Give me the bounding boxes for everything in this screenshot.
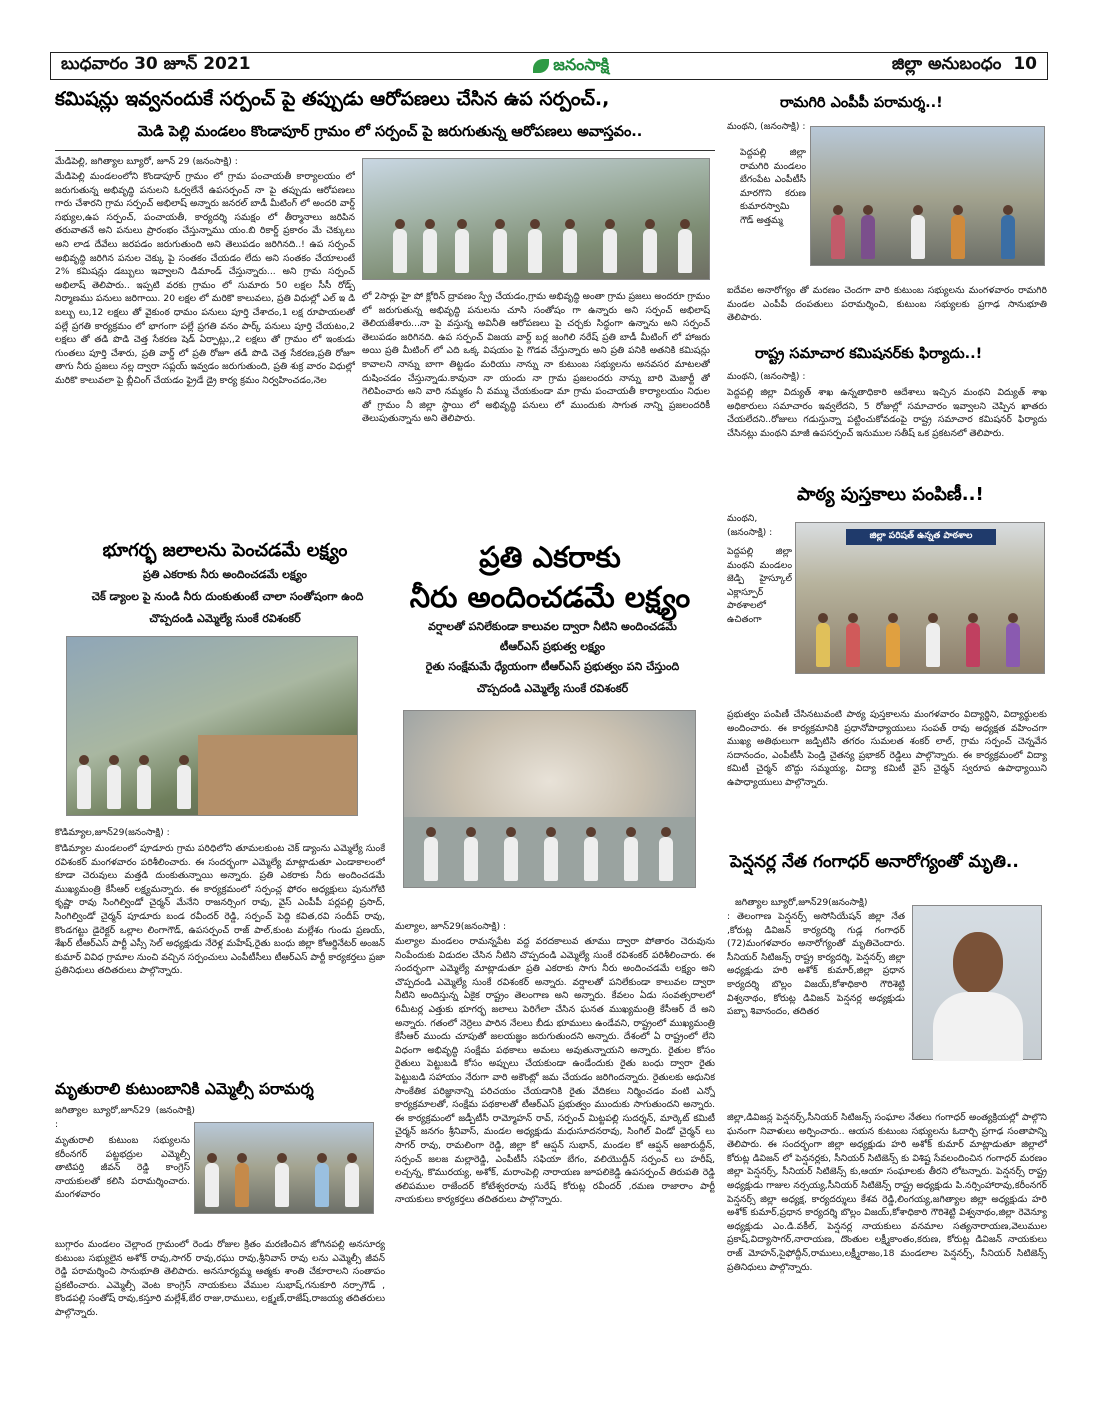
rashtra-dateline: మంథని, (జనంసాక్షి) : — [727, 371, 806, 382]
prati-sub4: చొప్పదండి ఎమ్మెల్యే సుంకే రవిశంకర్ — [476, 682, 629, 695]
bhugarbha-sub2: చెక్ డ్యాంల పై నుండి నీరు దుంకుతుంటే చాలా సంతోషంగా ఉంది — [91, 590, 364, 603]
pathya-body: ప్రభుత్వం పంపిణీ చేసినటువంటి పాఠ్య పుస్తకాలను మంగళవారం విద్యార్థిని, విద్యార్థులకు అందించారు. ఈ కార్యక్రమానికి ప్రధానోపాధ్యాయులు సంపత్ రావు అధ్యక్షత వహించగా ముఖ్య అతిథులుగా జడ్పిటిసి తగరం సుమలత శంకర్ లాల్, గ్రామ సర్పంచ్ చెన్నవేన సదానందం, ఎంపీటీసీ పెండ్రి చైతన్య ప్రభాకర్ రెడ్డిలు పాల్గొన్నారు. ఈ కార్యక్రమంలో విద్యా కమిటీ చైర్మన్ బొద్దు సమ్మయ్య, విద్యా కమిటీ వైస్ చైర్మన్ స్వరూప ఉపాధ్యాయిని ఉపాధ్యాయులు పాల్గొన్నారు. — [727, 709, 1047, 788]
school-sign: జిల్లా పరిషత్ ఉన్నత పాఠశాల — [846, 529, 996, 545]
ramagiri-headline: రామగిరి ఎంపీపీ పరామర్శ..! — [780, 95, 943, 111]
page-header — [50, 52, 1048, 80]
masthead-logo — [533, 55, 609, 78]
bhugarbha-dateline: కొడిమ్యాల,జూన్29(జనంసాక్షి) : — [55, 827, 170, 838]
ramagiri-photo — [810, 126, 1045, 266]
bhugarbha-sub3: చొప్పదండి ఎమ్మెల్యే సుంకే రవిశంకర్ — [149, 612, 301, 625]
bhugarbha-body: కొడిమ్యాల మండలంలో పూడూరు గ్రామ పరిధిలోని తూమలకుంట చెక్ డ్యాంను ఎమ్మెల్యే సుంకే రవిశంకర్ మంగళవారం పరిశీలించారు. ఈ సందర్భంగా ఎమ్మెల్యే మాట్లాడుతూ ఎండాకాలంలో కూడా చెరువులు మత్తడి దుంకుతున్నాయి అన్నారు. ప్రతి ఎకరాకు నీరు అందించడమే ముఖ్యమంత్రి కేసీఆర్ లక్ష్యమన్నారు. ఈ కార్యక్రమంలో సర్పంచ్ల ఫోరం అధ్యక్షులు పునుగోటి కృష్ణా రావు సింగిల్విండో చైర్మన్ మేనేని రాజనర్సింగ రావు, వైస్ ఎంపీపీ పర్లపల్లి ప్రసాద్, సింగిల్విండో చైర్మన్ పూడూరు బండ రవీందర్ రెడ్డి, సర్పంచ్ పెద్ది కవిత,రవి సందీప్ రావు, కొండగట్టు డైరెక్టర్ ఒల్లాల లింగాగౌడ్, ఉపసర్పంచ్ రాజ్ పాల్,కుంట మల్లేశం గుండు ప్రణయ్, శేఖర్ టీఆర్ఎస్ పార్టీ ఎస్సీ సెల్ అధ్యక్షుడు నేరెళ్ల మహేష్,రైతు బంధు జిల్లా కోఆర్డినేటర్ అంజన్ కుమార్ వివిధ గ్రామాల నుంచి వచ్చిన సర్పంచులు ఎంపీటీసీలు టీఆర్ఎస్ పార్టీ కార్యకర్తలు ప్రజా ప్రతినిధులు తదితరులు పాల్గొన్నారు. — [55, 843, 385, 977]
paper-name: జనంసాక్షి — [553, 54, 610, 74]
pathya-photo — [795, 522, 1045, 674]
lead-dateline: మేడిపెల్లి, జగిత్యాల బ్యూరో, జూన్ 29 (జనంసాక్షి) : — [55, 156, 238, 167]
prati-sub3: రైతు సంక్షేమమే ధ్యేయంగా టీఆర్ఎస్ ప్రభుత్వం పని చేస్తుంది — [425, 660, 680, 673]
ramagiri-dateline: మంథని, (జనంసాక్షి) : — [727, 121, 806, 132]
lead-body-col1: మేడిపెల్లి మండలంలోని కొండాపూర్ గ్రామం లో గ్రామ పంచాయతీ కార్యాలయం లో జరుగుతున్న అభివృద్ధి పనులని ఓర్వలేనే ఉపసర్పంచ్ నా పై తప్పుడు ఆరోపణలు గారు చేశారని గ్రామ సర్పంచ్ అభిలాష్ అన్నారు జనరల్ బాడీ మీటింగ్ లో అందరి వార్డ్ సభ్యుల,ఉప సర్పంచ్, పంచాయతీ, కార్యదర్శి సమక్షం లో తీర్మానాలు జరిపిన తరువాతనే అని పనులు ప్రారంభం చేస్తున్నాము యం.బి రికార్డ్ ప్రకారం మే చెక్కులు అని లాడ దేవేలు జరపడం జరుగుతుంది అని తెలుపడం జరిగినది..! ఉప సర్పంచ్ అభివృద్ధి జరిగిన పనుల చెక్కు పై సంతకం చేయడం లేదు అని సంతకం చేయాలంటే 2% కమిషన్లు డబ్బులు ఇవ్వాలని డిమాండ్ చేస్తున్నారు... అని గ్రామ సర్పంచ్ అభిలాష్ తెలిపారు.. ఇప్పటి వరకు గ్రామం లో సుమారు 50 లక్షల సీసీ రోడ్స్ నిర్మాణము పనులు జరిగాయి. 20 లక్షల లో మరికొ కాలువలు, ప్రతి విధుల్లో ఎల్ ఇ డి బల్బు లు,12 లక్షలు తో వైకుంఠ ధామం పనులు పూర్తి చేశాదం,1 లక్ష రూపాయలతో పల్లే ప్రగతి కార్యక్రమం లో భాగంగా పల్లే ప్రగతి వనం పార్క్ పనులు పూర్తి చేయటం,2 లక్షలు తో తడి పొడి చెత్త సేకరణ షెడ్ ఏర్పాట్లు,,2 లక్షలు తో గ్రామం లో ఇంకుడు గుంతలు పూర్తి చేశారు, ప్రతి వార్డ్ లో ప్రతి రోజూ తడీ పొడి చెత్త సేకరణ,ప్రతి రోజూ తాగు నీరు ప్రజలు నల్ల ద్వారా సప్లయ్ ఇవ్వడం జరుగుతుంది, ప్రతి శుక్ర వారం విధుల్లో మరికొ కాలువలా పై బ్లీచింగ్ చేయడం ఫ్రైడే డ్రై కార్య క్రమం నిర్వహించడం,నెల — [55, 171, 355, 386]
lead-headline: కమిషన్లు ఇవ్వనందుకే సర్పంచ్ పై తప్పుడు ఆరోపణలు చేసిన ఉప సర్పంచ్., — [55, 88, 610, 110]
prati-photo — [403, 710, 696, 888]
mruthurali-body: బుగ్గారం మండలం చెల్లాంద గ్రామంలో రెండు రోజుల క్రితం మరణించిన జోగినపల్లి అనసూర్య కుటుంబ సభ్యులైన అశోక్ రావు,సాగర్ రావు,రఘు రావు,శ్రీనివాస్ రావు లను ఎమ్మెల్సీ జీవన్ రెడ్డి పరామర్శించి సానుభూతి తెలిపారు. అనసూర్యమ్మ ఆత్మకు శాంతి చేకూరాలని సంతాపం ప్రకటించారు. ఎమ్మెల్సీ వెంట కాంగ్రెస్ నాయకులు వేముల సుభాష్,గనుకూరి నర్సాగౌడ్ , కొండపల్లి సంతోష్ రావు,కస్తూరి మల్లేశ్,బేర రాజు,రాములు, లక్ష్మణ్,రాజేష్,రాజయ్య తదితరులు పాల్గొన్నారు. — [55, 1239, 385, 1318]
rashtra-headline: రాష్ట్ర సమాచార కమిషనర్‌కు ఫిర్యాదు..! — [755, 346, 983, 362]
pathya-dateline: మంథని, (జనంసాక్షి) : — [727, 513, 773, 538]
prati-sub1: వర్షాలతో పనిలేకుండా కాలువల ద్వారా నీటిని అందించడమే — [428, 620, 677, 633]
ramagiri-intro: పెద్దపల్లి జిల్లా రామగిరి మండలం బేగంపేట ఎంపీటీసీ మారగొని కరుణ కుమారస్వామి గౌడ్ అత్తమ్మ — [740, 147, 806, 226]
lead-subhead: మెడి పెల్లి మండలం కొండాపూర్ గ్రామం లో సర్పంచ్ పై జరుగుతున్న ఆరోపణలు అవాస్తవం.. — [137, 124, 643, 140]
prati-headline-line2: నీరు అందించడమే లక్ష్యం — [409, 580, 691, 614]
pensioner-portrait — [912, 905, 1042, 1060]
pensioners-intro: : తెలంగాణ పెన్షనర్స్ అసోసియేషన్ జిల్లా నేత ,కోరుట్ల డివిజన్ కార్యదర్శి గుడ్ల గంగాధర్ (72)మంగళవారం అనారోగ్యంతో మృతిచెందారు. సీనియర్ సిటిజన్స్ రాష్ట్ర కార్యదర్శి, పెన్షనర్స్ జిల్లా అధ్యక్షుడు హరి అశోక్ కుమార్,జిల్లా ప్రధాన కార్యదర్శి బొల్లం విజయ్,కోశాధికారి గౌరిశెట్టి విశ్వనాథం, కోరుట్ల డివిజన్ పెన్షనర్ల అధ్యక్షుడు పబ్బా శివానందం, తదితర — [727, 911, 905, 1018]
bhugarbha-sub1: ప్రతి ఎకరాకు నీరు అందించడమే లక్ష్యం — [143, 568, 307, 581]
prati-headline-line1: ప్రతి ఎకరాకు — [479, 540, 621, 574]
rashtra-body: పెద్దపల్లి జిల్లా విద్యుత్ శాఖ ఉన్నతాధికారి ఆదేశాలు ఇచ్చిన మంథని విద్యుత్ శాఖ అధికారులు సమాచారం ఇవ్వలేదని, 5 రోజుల్లో సమాచారం ఇవ్వాలని చెప్పిన ఖాతరు చేయలేదని..రోజులు గడుస్తున్నా పట్టించుకోవడంపై రాష్ట్ర సమాచార కమిషనర్ ఫిర్యాదు చేసినట్లు మంథని మాజీ ఉపసర్పంచ్ ఇనుముల సతీష్ ఒక ప్రకటనలో తెలిపారు. — [727, 387, 1047, 439]
lead-photo — [362, 158, 710, 280]
prati-body: మల్యాల మండలం రామన్నపేట వద్ద వరదకాలువ తూము ద్వారా పోతారం చెరువును నింపేందుకు విడుదల చేసిన నీటిని చొప్పదండి ఎమ్మెల్యే సుంకే రవిశంకర్ పరిశీలించారు. ఈ సందర్భంగా ఎమ్మెల్యే మాట్లాడుతూ ప్రతి ఎకరాకు సాగు నీరు అందించడమే లక్ష్యం అని చొప్పదండి ఎమ్మెల్యే సుంకే రవిశంకర్ అన్నారు. వర్షాలతో పనిలేకుండా కాలువల ద్వారా నీటిని అందిస్తున్న ఏకైక రాష్ట్రం తెలంగాణ అని అన్నారు. కేవలం ఏడు సంవత్సరాలలో 6మీటర్ల ఎత్తుకు భూగర్భ జలాలు పెరిగేలా చేసిన ఘనత ముఖ్యమంత్రి కేసీఆర్ దే అని అన్నారు. గతంలో నెర్రెలు పారిన నేలలు బీడు భూములు ఉండేవని, రాష్ట్రంలో ముఖ్యమంత్రి కేసీఆర్ ముందు చూపుతో జలయజ్ఞం జరుగుతుందని అన్నారు. దేశంలో ఏ రాష్ట్రంలో లేని విధంగా అభివృద్ధి సంక్షేమ పథకాలు అమలు అవుతున్నాయని అన్నారు. రైతుల కోసం రైతులు పెట్టుబడి కోసం అప్పులు చేయకుండా ఉండేందుకు రైతు బంధు ద్వారా రైతు పెట్టుబడి సహాయం నేరుగా వారి అకౌంట్లో జమ చేయడం జరిగిందన్నారు. రైతులకు ఆధునిక సాంకేతిక పరిజ్ఞానాన్ని పరిచయం చేయడానికి రైతు వేదికలు నిర్మించడం వంటి ఎన్నో కార్యక్రమాలతో, సంక్షేమ పథకాలతో టీఆర్ఎస్ ప్రభుత్వం ముందుకు సాగుతుందని అన్నారు. ఈ కార్యక్రమంలో జడ్పీటీసీ రామ్మోహన్ రావ్, సర్పంచ్ మిట్టపల్లి సుదర్శన్, మార్కెట్ కమిటీ చైర్మన్ జనగం శ్రీనివాస్, మండల అధ్యక్షుడు మధుసూదనరావు, సింగిల్ విండో చైర్మన్ లు సాగర్ రావు, రామలింగా రెడ్డి, జిల్లా కో ఆప్షన్ సుభాన్, మండల కో ఆప్షన్ అజారుద్దీన్, సర్పంచ్ జలజ మల్లారెడ్డి, ఎంపీటీసీ సఫియా బేగం, వలియొద్దీన్ సర్పంచ్ లు హరీష్, లచ్చన్న, కొమురయ్య, అశోక్, మరాంపెల్లి నారాయణ జూపలికెడ్డి ఉపసర్పంచ్ తిరుపతి రెడ్డి తలిపముల రాజేందర్ కోటేశ్వరరావు సురేష్ కోరుట్ల రవీందర్ ,రమణ రాజారాం పార్టీ నాయకులు కార్యకర్తలు తదితరులు పాల్గొన్నారు. — [395, 936, 715, 1206]
pensioners-body: జిల్లా,డివిజన్ల పెన్షనర్స్,సీనియర్ సిటిజన్స్ సంఘాల నేతలు గంగాధర్ అంత్యక్రియల్లో పాల్గొని ఘనంగా నివాళులు అర్పించారు.. ఆయన కుటుంబ సభ్యులను ఓదార్చి ప్రగాఢ సంతాపాన్ని తెలిపారు. ఈ సందర్భంగా జిల్లా అధ్యక్షుడు హరి అశోక్ కుమార్ మాట్లాడుతూ జిల్లాలో కోరుట్ల డివిజన్ లో పెన్షనర్లకు, సీనియర్ సిటిజెన్స్ కు విశిష్ట సేవలందించిన గంగాధర్ మరణం జిల్లా పెన్షనర్స్, సీనియర్ సిటిజెన్స్ కు,ఆయా సంఘాలకు తీరని లోటన్నారు. పెన్షనర్స్ రాష్ట్ర అధ్యక్షుడు గాజుల నర్సయ్య,సీనియర్ సిటిజెన్స్ రాష్ట్ర అధ్యక్షుడు పి.నర్సింహారావు,కరీంనగర్ పెన్షనర్స్ జిల్లా అధ్యక్ష, కార్యదర్శులు కేశవ రెడ్డి,లింగయ్య,జగిత్యాల జిల్లా అధ్యక్షుడు హరి అశోక్ కుమార్,ప్రధాన కార్యదర్శి బొల్లం విజయ్,కోశాధికారి గౌరిశెట్టి విశ్వనాథం,జిల్లా రెవెన్యూ అధ్యక్షుడు ఎం.డి.వకీల్, పెన్షనర్ల నాయకులు వనమాల సత్యనారాయణ,వెలుముల ప్రకాష్,విద్యాసాగర్,నారాయణ, దొంతుల లక్ష్మీకాంతం,కరుణ, కోరుట్ల డివిజన్ నాయకులు రాజ్ మోహన్,సైఫోద్దీన్,రాములు,లక్ష్మీరాజం,18 మండలాల పెన్షనర్స్, సీనియర్ సిటిజెన్స్ ప్రతినిధులు పాల్గొన్నారు. — [727, 1112, 1047, 1273]
section-and-page — [892, 54, 1037, 78]
ramagiri-body: ఐదేవల అనారోగ్యం తో మరణం చెందగా వారి కుటుంబ సభ్యులను మంగళవారం రామగిరి మండల ఎంపీపీ దంపతులు పరామర్శించి, కుటుంబ సభ్యులకు ప్రగాఢ సానుభూతి తెలిపారు. — [727, 285, 1047, 324]
pathya-headline: పాఠ్య పుస్తకాలు పంపిణీ..! — [797, 484, 984, 505]
bhugarbha-headline: భూగర్భ జలాలను పెంచడమే లక్ష్యం — [102, 540, 348, 561]
pensioners-dateline: జగిత్యాల బ్యూరో,జూన్29(జనంసాక్షి) — [735, 897, 868, 908]
issue-date: బుధవారం 30 జూన్ 2021 — [61, 54, 251, 74]
bhugarbha-photo — [66, 636, 358, 816]
section-name: జిల్లా అనుబంధం — [891, 54, 1002, 74]
mruthurali-photo — [194, 1122, 374, 1214]
lead-rule — [55, 150, 715, 151]
pathya-intro: పెద్దపల్లి జిల్లా మంథని మండలం జెడ్పి హైస్కూల్ ఎక్లాస్పూర్ పాఠశాలలో ఉచితంగా — [727, 546, 792, 625]
mruthurali-intro: మృతురాలి కుటుంబ సభ్యులను కరీంనగర్ పట్టభద్రుల ఎమ్మెల్సీ తాటిపర్తి జీవన్ రెడ్డి కాంగ్రెస్ నాయకులతో కలిసి పరామర్శించారు. మంగళవారం — [55, 1135, 190, 1201]
prati-sub2: టీఆర్ఎస్ ప్రభుత్వ లక్ష్యం — [499, 640, 606, 653]
pensioners-headline: పెన్షనర్ల నేత గంగాధర్ అనారోగ్యంతో మృతి.. — [730, 852, 1019, 872]
mruthurali-headline: మృతురాలి కుటుంబానికి ఎమ్మెల్సీ పరామర్శ — [55, 1080, 314, 1098]
leaf-icon — [533, 59, 549, 73]
lead-body-col2: లో 2సార్లు హై పో క్లోరిన్ ద్రావణం స్ప్రే చేయడం,గ్రామ అభివృద్ధి అంతా గ్రామ ప్రజలు అందరూ గ్రామం లో జరుగుతున్న అభివృద్ధి పనులను చూసి సంతోషం గా ఉన్నారు అని సర్పంచ్ అభిలాష్ తెలియజేశారు...నా పై వస్తున్న అవినీతి ఆరోపణలు పై చర్చకు సిద్ధంగా ఉన్నాను అని సర్పంచ్ తెలుపడం జరిగినది. ఉప సర్పంచ్ విజయ వార్ద్ బర్ల జంగిలి నరేష్ ప్రతి బాడీ మీటింగ్ లో హాజరు అయి ప్రతి మీటింగ్ లో ఎది ఒక్క విషయం పై గొడవ చేస్తున్నారు అని ప్రతి పనికి అతనికి కమిషన్లు కావాలని నాన్ను బాగా తిట్టడం మరియు నాన్ను నా కుటుంబ సభ్యులను అనవసర మాటలతో దుషించడం చేస్తున్నాడు.కావునా నా యందు నా గ్రామ ప్రజలందరు నాన్ను బారి మెజార్టీ తో గెలిపించారు అని వారి నమ్మకం నీ వమ్ము చేయకుండా మా గ్రామ పంచాయతీ కార్యాలయం నిధుల తో గ్రామం నీ జిల్లా స్థాయి లో అభివృద్ధి పనులు లో ముందుకు సాగుత నాన్ని ప్రజలందరికీ తెలుపుతున్నాను అని తెలిపారు. — [362, 291, 710, 425]
page-number: 10 — [1013, 54, 1037, 74]
mruthurali-dateline: జగిత్యాల బ్యూరో,జూన్29 (జనంసాక్షి) : — [55, 1105, 195, 1130]
prati-dateline: మల్యాల, జూన్29(జనంసాక్షి) : — [395, 921, 507, 932]
